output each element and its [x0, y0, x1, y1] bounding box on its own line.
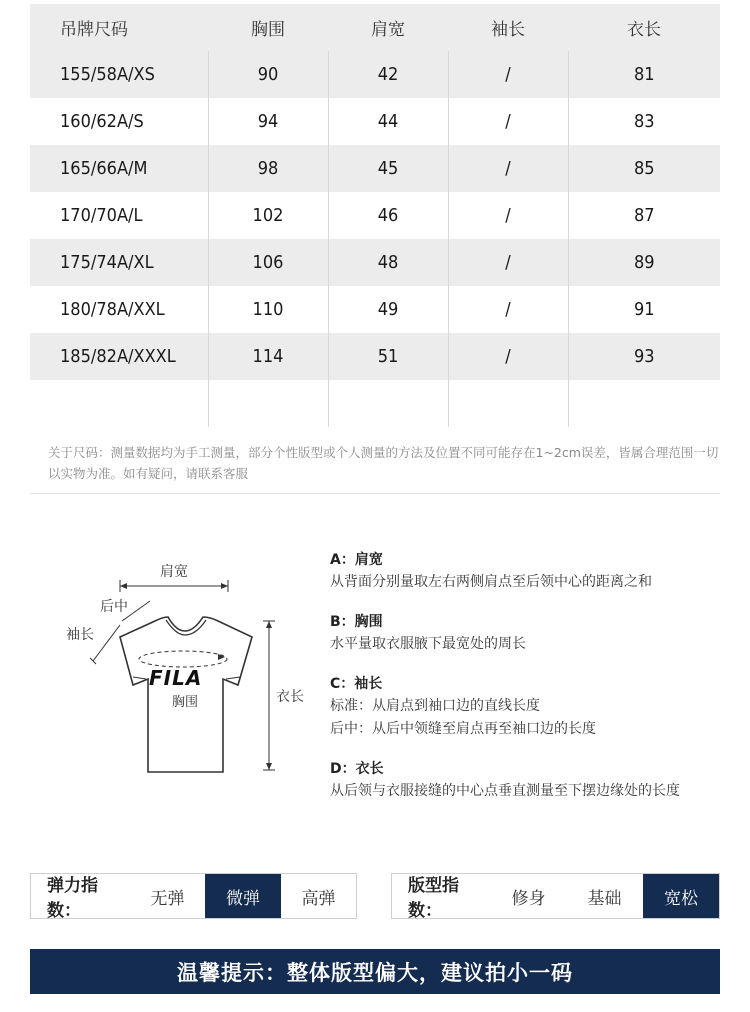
cell-sleeve: / [448, 51, 568, 98]
label-chest: 胸围 [172, 695, 199, 710]
def-sleeve [330, 673, 730, 741]
cell-length: 87 [568, 192, 720, 239]
def-line: 从背面分别量取左右两侧肩点至后领中心的距离之和 [330, 574, 652, 590]
cell-chest: 98 [208, 145, 328, 192]
fit-label: 版型指数： [408, 876, 459, 921]
table-row [30, 192, 720, 239]
cell-sleeve: / [448, 333, 568, 380]
def-line: 水平量取衣服腋下最宽处的周长 [330, 636, 526, 652]
cell-chest: 106 [208, 239, 328, 286]
table-row [30, 333, 720, 380]
cell-size: 180/78A/XXL [60, 299, 165, 320]
elasticity-option-slight[interactable]: 微弹 [205, 874, 281, 918]
cell-size: 185/82A/XXXL [60, 346, 176, 367]
cell-chest: 114 [208, 333, 328, 380]
cell-chest: 102 [208, 192, 328, 239]
tip-banner: 温馨提示：整体版型偏大，建议拍小一码 [30, 949, 720, 994]
def-chest [330, 611, 730, 656]
cell-length: 93 [568, 333, 720, 380]
cell-shoulder: 51 [328, 333, 448, 380]
table-row [30, 239, 720, 286]
header-length: 衣长 [627, 20, 661, 40]
cell-shoulder: 49 [328, 286, 448, 333]
cell-length: 89 [568, 239, 720, 286]
cell-sleeve: / [448, 286, 568, 333]
measurement-definitions [330, 549, 730, 820]
cell-chest: 94 [208, 98, 328, 145]
cell-length: 91 [568, 286, 720, 333]
fila-logo: FILA [149, 666, 203, 690]
def-title: A：肩宽 [330, 552, 383, 568]
cell-shoulder: 48 [328, 239, 448, 286]
cell-size: 170/70A/L [60, 205, 143, 226]
cell-empty [568, 380, 720, 427]
cell-chest: 110 [208, 286, 328, 333]
cell-size: 160/62A/S [60, 111, 144, 132]
def-title: D：衣长 [330, 761, 384, 777]
table-row-empty [30, 380, 720, 427]
label-shoulder: 肩宽 [160, 564, 188, 580]
fit-option-regular[interactable]: 基础 [587, 888, 622, 909]
table-row [30, 286, 720, 333]
label-back-center: 后中 [100, 599, 128, 615]
label-sleeve: 袖长 [66, 627, 94, 643]
cell-length: 85 [568, 145, 720, 192]
cell-empty [448, 380, 568, 427]
tshirt-diagram [60, 555, 320, 785]
cell-sleeve: / [448, 145, 568, 192]
header-chest: 胸围 [251, 20, 285, 40]
size-table-header [30, 4, 720, 51]
def-line: 后中：从后中领缝至肩点再至袖口边的长度 [330, 721, 596, 737]
size-note: 关于尺码：测量数据均为手工测量，部分个性版型或个人测量的方法及位置不同可能存在1~2cm误差，皆属合理范围一切以实物为准。如有疑问，请联系客服 [48, 445, 719, 481]
cell-length: 81 [568, 51, 720, 98]
cell-empty [208, 380, 328, 427]
fit-option-loose[interactable]: 宽松 [643, 874, 719, 918]
cell-sleeve: / [448, 98, 568, 145]
cell-sleeve: / [448, 239, 568, 286]
cell-shoulder: 45 [328, 145, 448, 192]
fit-option-slim[interactable]: 修身 [511, 888, 546, 909]
cell-shoulder: 46 [328, 192, 448, 239]
table-row [30, 145, 720, 192]
elasticity-label: 弹力指数： [47, 876, 98, 921]
table-row [30, 51, 720, 98]
def-title: C：袖长 [330, 676, 383, 692]
header-shoulder: 肩宽 [371, 20, 405, 40]
cell-shoulder: 44 [328, 98, 448, 145]
elasticity-option-none[interactable]: 无弹 [150, 888, 185, 909]
cell-size: 175/74A/XL [60, 252, 154, 273]
cell-empty [328, 380, 448, 427]
def-shoulder [330, 549, 730, 594]
cell-shoulder: 42 [328, 51, 448, 98]
label-length: 衣长 [276, 689, 304, 705]
cell-sleeve: / [448, 192, 568, 239]
def-line: 从后领与衣服接缝的中心点垂直测量至下摆边缘处的长度 [330, 783, 680, 799]
cell-length: 83 [568, 98, 720, 145]
divider [30, 493, 720, 494]
cell-empty [30, 380, 208, 427]
def-title: B：胸围 [330, 614, 383, 630]
table-row [30, 98, 720, 145]
def-line: 标准：从肩点到袖口边的直线长度 [330, 698, 540, 714]
elasticity-option-high[interactable]: 高弹 [301, 888, 336, 909]
cell-chest: 90 [208, 51, 328, 98]
fit-index [391, 873, 720, 919]
elasticity-index [30, 873, 357, 919]
cell-size: 155/58A/XS [60, 64, 155, 85]
cell-size: 165/66A/M [60, 158, 148, 179]
size-table [30, 4, 720, 427]
header-sleeve: 袖长 [491, 20, 525, 40]
header-size: 吊牌尺码 [60, 20, 128, 40]
def-length [330, 758, 730, 803]
